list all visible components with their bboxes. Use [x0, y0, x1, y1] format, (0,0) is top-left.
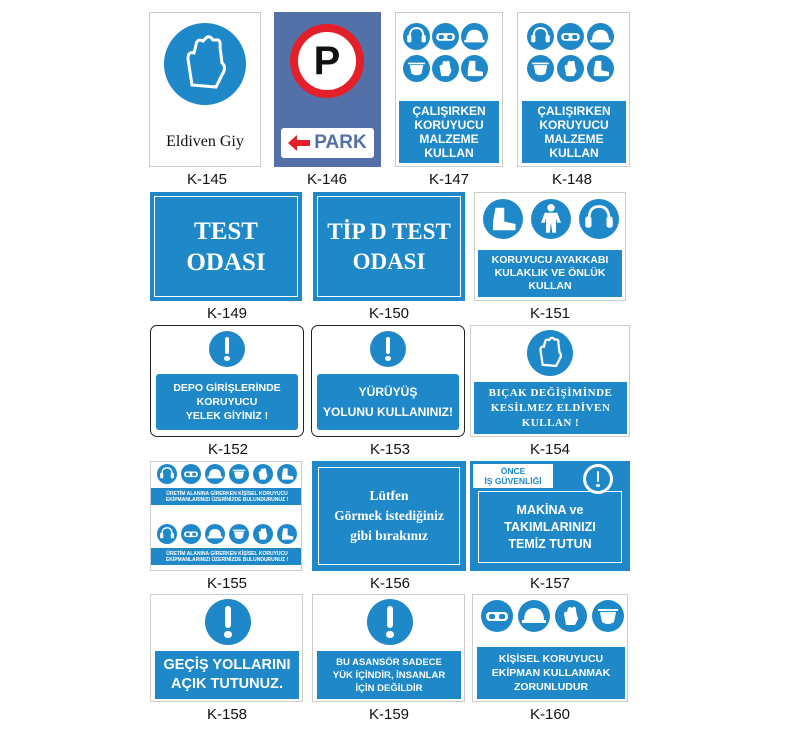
- goggles-icon: [432, 23, 459, 50]
- mask-icon: [229, 464, 249, 484]
- sign-code: K-149: [206, 305, 248, 322]
- sign-text-band: ÇALIŞIRKEN KORUYUCU MALZEME KULLAN: [399, 101, 499, 163]
- park-plate: PARK: [281, 128, 374, 158]
- helmet-icon: [461, 23, 488, 50]
- sign-k147: [395, 12, 503, 167]
- boots-icon: [483, 199, 523, 239]
- exclamation-badge: [583, 464, 613, 494]
- header-box: ÖNCE İŞ GÜVENLİĞİ: [473, 464, 553, 488]
- sign-k149: [150, 192, 302, 301]
- sign-text-band: KORUYUCU AYAKKABI KULAKLIK VE ÖNLÜK KULLAN: [478, 250, 622, 297]
- mask-icon: [592, 600, 624, 632]
- sign-k153: [311, 325, 465, 437]
- gloves-icon: [557, 55, 584, 82]
- ear-protection-icon: [579, 199, 619, 239]
- ear-protection-icon: [157, 464, 177, 484]
- sign-code: K-145: [186, 171, 228, 188]
- gloves-icon: [253, 464, 273, 484]
- sign-text-band: BIÇAK DEĞİŞİMİNDE KESİLMEZ ELDİVEN KULLAN !: [474, 382, 627, 434]
- goggles-icon: [181, 464, 201, 484]
- sign-code: K-155: [206, 575, 248, 592]
- exclamation-icon: [586, 467, 610, 491]
- sign-code: K-158: [206, 706, 248, 723]
- exclamation-icon: [205, 599, 251, 645]
- sign-code: K-159: [368, 706, 410, 723]
- glove-icon: [164, 23, 246, 105]
- gloves-icon: [555, 600, 587, 632]
- sign-text-band: BU ASANSÖR SADECE YÜK İÇİNDİR, İNSANLAR İÇİN DEĞİLDİR: [317, 651, 461, 699]
- sign-code: K-147: [428, 171, 470, 188]
- sign-code: K-153: [369, 441, 411, 458]
- sign-text-band: GEÇİŞ YOLLARINI AÇIK TUTUNUZ.: [155, 651, 299, 699]
- sign-code: K-151: [529, 305, 571, 322]
- sign-code: K-154: [529, 441, 571, 458]
- ear-protection-icon: [403, 23, 430, 50]
- ear-protection-icon: [157, 524, 177, 544]
- sign-border: TİP D TEST ODASI: [317, 196, 461, 297]
- sign-k157: [470, 461, 630, 571]
- boots-icon: [461, 55, 488, 82]
- ear-protection-icon: [527, 23, 554, 50]
- sign-border: Lütfen Görmek istediğiniz gibi bırakınız: [318, 467, 460, 565]
- sign-border: TEST ODASI: [154, 196, 298, 297]
- sign-k155: [150, 461, 302, 571]
- sign-k151: [474, 192, 626, 301]
- sign-code: K-156: [369, 575, 411, 592]
- left-arrow-icon: [288, 135, 310, 151]
- sign-k154: [470, 325, 630, 437]
- sign-code: K-146: [306, 171, 348, 188]
- sign-text-band-top: ÜRETİM ALANINA GİRERKEN KİŞİSEL KORUYUCU EKİPMANLARINIZI ÜZERİNİZDE BULUNDURUNUZ !: [151, 488, 302, 505]
- sign-k150: [313, 192, 465, 301]
- sign-text-band: KİŞİSEL KORUYUCU EKİPMAN KULLANMAK ZORUNLUDUR: [477, 647, 625, 699]
- boots-icon: [277, 524, 297, 544]
- overall-icon: [531, 199, 571, 239]
- helmet-icon: [205, 464, 225, 484]
- goggles-icon: [481, 600, 513, 632]
- sign-k159: [312, 594, 465, 702]
- sign-k156: [312, 461, 466, 571]
- gloves-icon: [253, 524, 273, 544]
- parking-icon: P: [290, 24, 364, 98]
- mask-icon: [403, 55, 430, 82]
- boots-icon: [277, 464, 297, 484]
- helmet-icon: [205, 524, 225, 544]
- mask-icon: [229, 524, 249, 544]
- sign-k158: [150, 594, 303, 702]
- helmet-icon: [518, 600, 550, 632]
- sign-text-band: DEPO GİRİŞLERİNDE KORUYUCU YELEK GİYİNİZ !: [156, 374, 298, 430]
- sign-k148: [517, 12, 630, 167]
- sign-code: K-148: [551, 171, 593, 188]
- glove-icon: [527, 330, 573, 376]
- sign-code: K-157: [529, 575, 571, 592]
- sign-text-band: ÇALIŞIRKEN KORUYUCU MALZEME KULLAN: [522, 101, 626, 163]
- sign-border: MAKİNA ve TAKIMLARINIZI TEMİZ TUTUN: [478, 491, 622, 563]
- gloves-icon: [432, 55, 459, 82]
- sign-k160: [472, 594, 628, 702]
- sign-code: K-150: [368, 305, 410, 322]
- sign-k146: [274, 12, 381, 167]
- sign-text-band: YÜRÜYÜŞ YOLUNU KULLANINIZ!: [317, 374, 459, 430]
- helmet-icon: [587, 23, 614, 50]
- sign-k152: [150, 325, 304, 437]
- sign-k145: [149, 12, 261, 167]
- sign-code: K-160: [529, 706, 571, 723]
- sign-text-band-bottom: ÜRETİM ALANINA GİRERKEN KİŞİSEL KORUYUCU EKİPMANLARINIZI ÜZERİNİZDE BULUNDURUNUZ !: [151, 548, 302, 565]
- sign-code: K-152: [207, 441, 249, 458]
- boots-icon: [587, 55, 614, 82]
- exclamation-icon: [367, 599, 413, 645]
- exclamation-icon: [370, 331, 406, 367]
- goggles-icon: [181, 524, 201, 544]
- mask-icon: [527, 55, 554, 82]
- sign-text: Eldiven Giy: [166, 133, 244, 150]
- exclamation-icon: [209, 331, 245, 367]
- goggles-icon: [557, 23, 584, 50]
